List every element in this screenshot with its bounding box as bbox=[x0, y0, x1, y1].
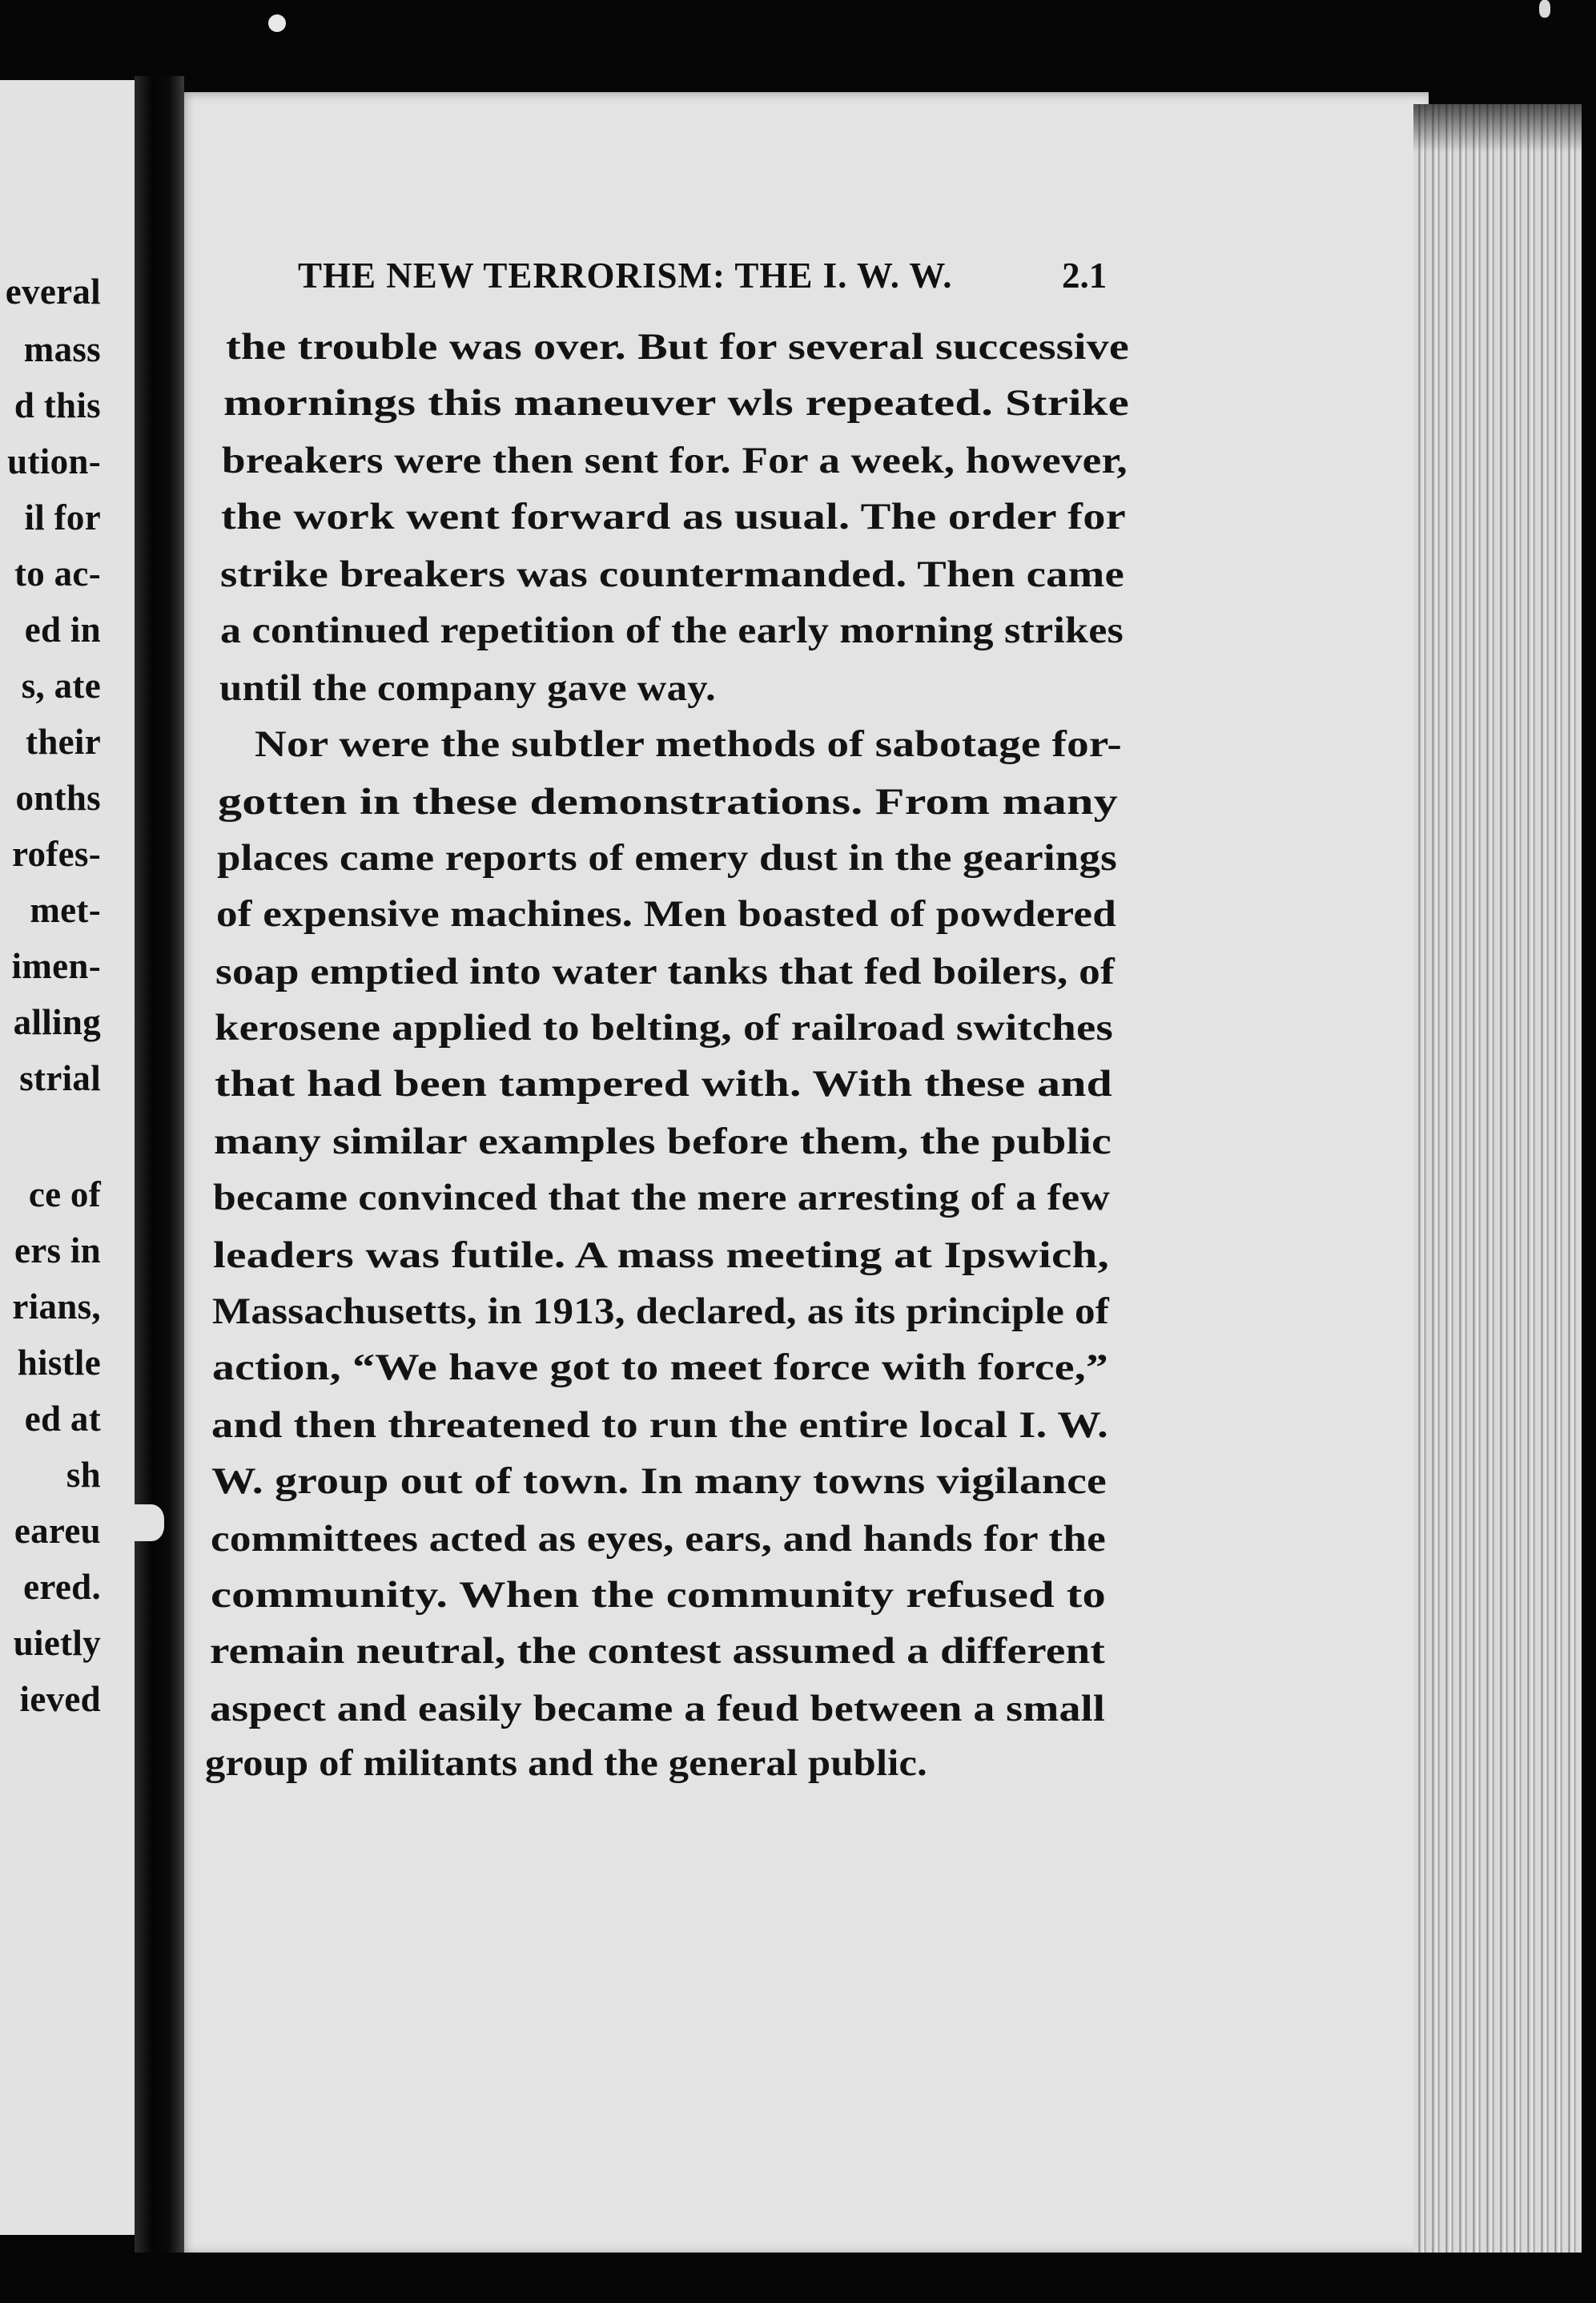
previous-page-line: uietly bbox=[13, 1623, 101, 1663]
previous-page-line: ce of bbox=[28, 1174, 101, 1214]
text-line: of expensive machines. Men boasted of powdered bbox=[216, 893, 1117, 935]
previous-page-line: imen- bbox=[11, 946, 101, 986]
text-line: community. When the community refused to bbox=[211, 1574, 1106, 1616]
film-registration-mark bbox=[1539, 0, 1550, 18]
running-head: THE NEW TERRORISM: THE I. W. W. bbox=[298, 256, 953, 296]
text-line: strike breakers was countermanded. Then came bbox=[220, 554, 1125, 595]
text-line: Massachusetts, in 1913, declared, as its principle of bbox=[212, 1290, 1110, 1332]
previous-page-line: ered. bbox=[23, 1567, 101, 1607]
previous-page-line: histle bbox=[17, 1343, 101, 1383]
paragraph-start-line: Nor were the subtler methods of sabotage for- bbox=[255, 723, 1123, 765]
text-line: became convinced that the mere arresting of a few bbox=[213, 1177, 1110, 1218]
previous-page-line: ieved bbox=[19, 1679, 101, 1719]
previous-page-line: s, ate bbox=[21, 666, 101, 706]
binding-gutter bbox=[135, 76, 184, 2255]
text-line: until the company gave way. bbox=[219, 667, 716, 709]
text-line: that had been tampered with. With these and bbox=[215, 1063, 1112, 1105]
previous-page-line: their bbox=[26, 722, 101, 762]
previous-page-line: strial bbox=[19, 1058, 101, 1098]
previous-page-line: il for bbox=[24, 497, 101, 538]
previous-page-line: eareu bbox=[14, 1511, 101, 1551]
text-line: action, “We have got to meet force with force,” bbox=[212, 1347, 1108, 1388]
text-line: and then threatened to run the entire local I. W. bbox=[211, 1404, 1108, 1446]
previous-page-line: everal bbox=[5, 272, 101, 312]
page-edges bbox=[1413, 104, 1582, 2259]
previous-page-line: onths bbox=[15, 778, 101, 818]
previous-page-line: rians, bbox=[12, 1286, 101, 1327]
previous-page-line: met- bbox=[30, 890, 101, 930]
previous-page-line: alling bbox=[13, 1002, 101, 1042]
text-line: soap emptied into water tanks that fed boilers, of bbox=[215, 951, 1115, 992]
text-line: mornings this maneuver wls repeated. Strike bbox=[223, 382, 1129, 424]
previous-page-line: ution- bbox=[7, 441, 101, 481]
text-line: remain neutral, the contest assumed a different bbox=[210, 1630, 1106, 1672]
previous-page-line: rofes- bbox=[12, 834, 101, 874]
text-line: the trouble was over. But for several successive bbox=[226, 326, 1130, 368]
text-line: aspect and easily became a feud between a small bbox=[210, 1688, 1106, 1729]
film-registration-dot bbox=[268, 14, 286, 32]
previous-page-line: to ac- bbox=[14, 554, 101, 594]
text-line: places came reports of emery dust in the gearings bbox=[217, 837, 1117, 879]
text-line: many similar examples before them, the public bbox=[214, 1121, 1112, 1162]
previous-page-line: sh bbox=[66, 1455, 101, 1495]
text-line: committees acted as eyes, ears, and hands for the bbox=[211, 1518, 1106, 1560]
text-line: a continued repetition of the early morning strikes bbox=[220, 610, 1124, 651]
previous-page-line: ed at bbox=[24, 1399, 101, 1439]
bottom-border bbox=[120, 2253, 1596, 2303]
page-number: 2.1 bbox=[1062, 256, 1108, 296]
previous-page-line: d this bbox=[14, 385, 101, 425]
page-edges-shadow bbox=[1413, 104, 1582, 152]
text-line: the work went forward as usual. The order for bbox=[221, 496, 1126, 538]
text-line: breakers were then sent for. For a week, however, bbox=[222, 440, 1128, 481]
text-line: gotten in these demonstrations. From many bbox=[218, 781, 1118, 823]
previous-page-line: ed in bbox=[24, 610, 101, 650]
previous-page-line: mass bbox=[23, 329, 101, 369]
text-line: leaders was futile. A mass meeting at Ipswich, bbox=[213, 1234, 1110, 1276]
text-line: W. group out of town. In many towns vigilance bbox=[211, 1460, 1107, 1502]
text-line: kerosene applied to belting, of railroad switches bbox=[215, 1007, 1113, 1049]
text-line: group of militants and the general public. bbox=[205, 1742, 927, 1784]
gutter-notch bbox=[132, 1504, 164, 1541]
previous-page-line: ers in bbox=[14, 1230, 101, 1270]
previous-page-fragment bbox=[0, 80, 152, 2235]
